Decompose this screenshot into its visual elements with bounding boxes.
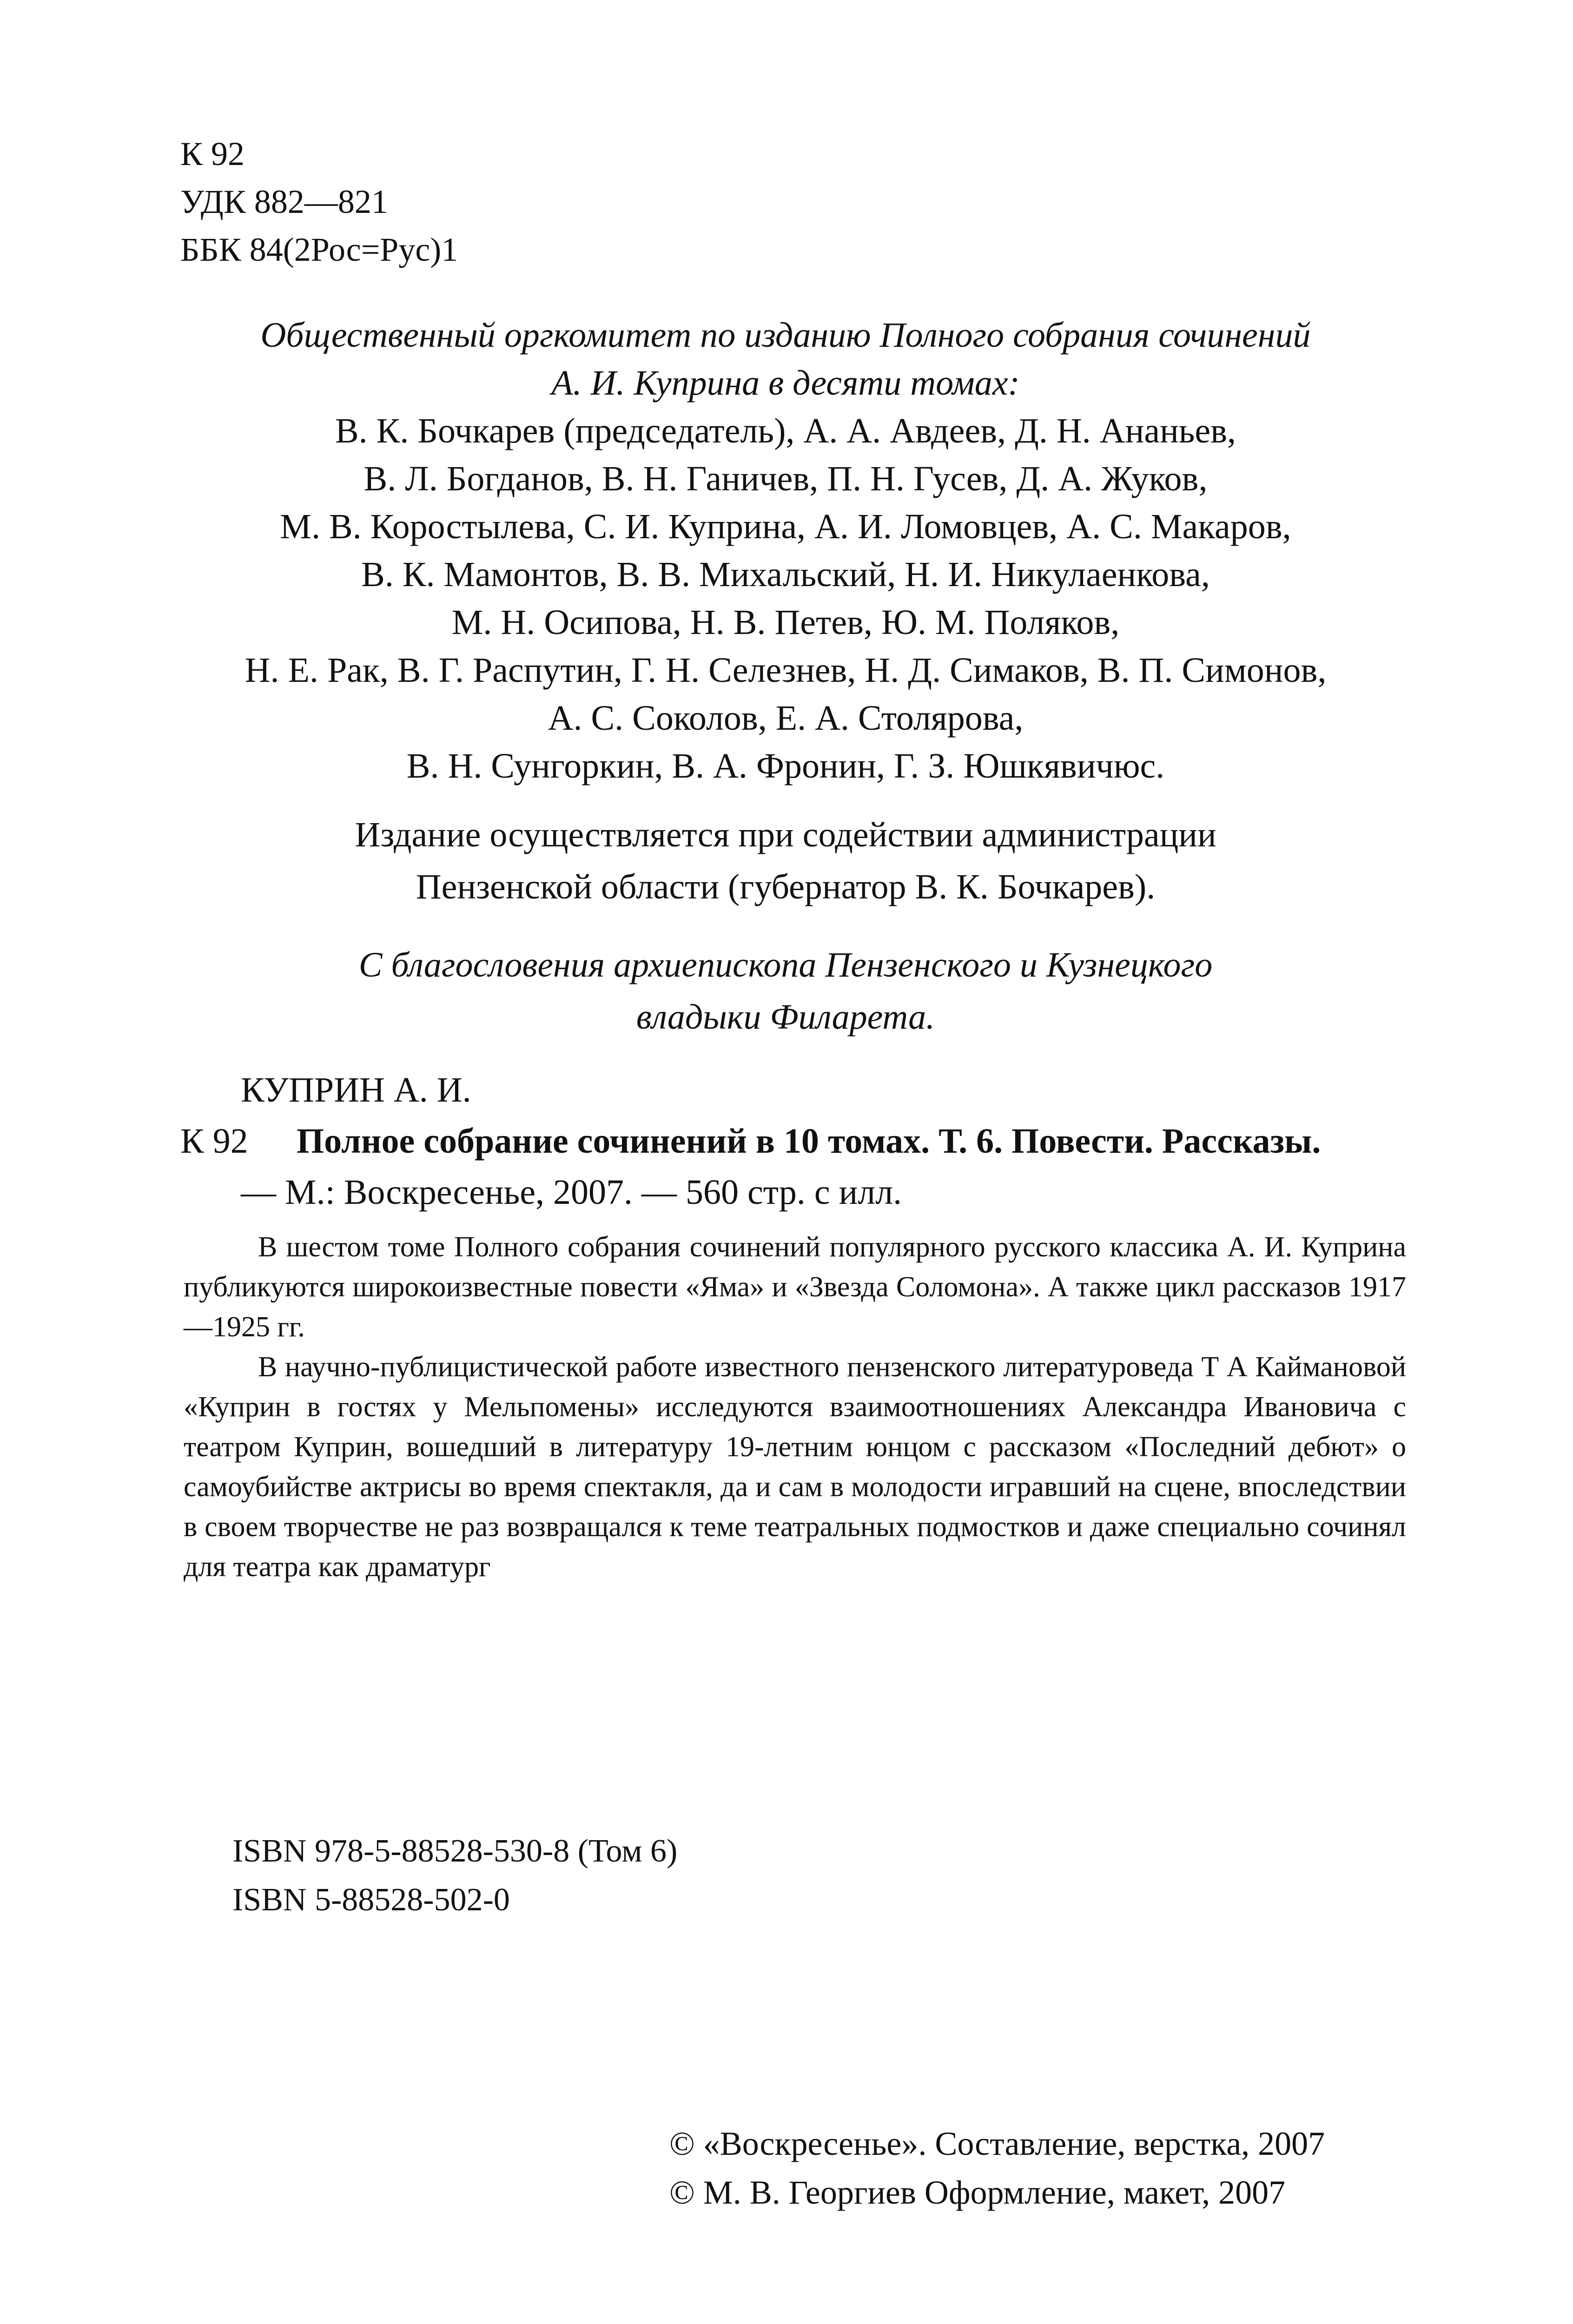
isbn-volume: ISBN 978-5-88528-530-8 (Том 6) (232, 1833, 678, 1869)
isbn-block (232, 1827, 677, 1924)
committee-members-line: М. Н. Осипова, Н. В. Петев, Ю. М. Поляков, (451, 603, 1120, 642)
committee-members-line: В. Л. Богданов, В. Н. Ганичев, П. Н. Гусев, Д. А. Жуков, (364, 459, 1208, 498)
committee-members-line: М. В. Коростылева, С. И. Куприна, А. И. Ломовцев, А. С. Макаров, (280, 507, 1291, 546)
support-line: Издание осуществляется при содействии администрации (355, 815, 1216, 854)
entry-code: К 92 (180, 1122, 248, 1161)
entry-title-line (180, 1116, 1426, 1167)
bibliographic-entry (180, 1064, 1426, 1218)
copyright-designer: © М. В. Георгиев Оформление, макет, 2007 (669, 2174, 1286, 2211)
committee-members-line: В. Н. Сунгоркин, В. А. Фронин, Г. З. Юшкявичюс. (406, 746, 1165, 786)
copyright-publisher: © «Воскресенье». Составление, верстка, 2007 (669, 2125, 1325, 2162)
annotation (184, 1227, 1406, 1587)
annotation-paragraph: В шестом томе Полного собрания сочинений популярного русского классика А. И. Куприна публикуются широкоизвестные повести «Яма» и «Звезда Соломона». А также цикл рассказов 1917—1925 гг. (184, 1231, 1406, 1343)
committee-heading-line: Общественный оргкомитет по изданию Полного собрания сочинений (260, 316, 1311, 355)
support-line: Пензенской области (губернатор В. К. Бочкарев). (416, 867, 1156, 906)
committee-members-line: А. С. Соколов, Е. А. Столярова, (548, 699, 1024, 738)
organizing-committee (177, 311, 1395, 790)
bbk-code: ББК 84(2Рос=Рус)1 (180, 231, 458, 268)
support-note (177, 809, 1395, 913)
isbn-series: ISBN 5-88528-502-0 (232, 1882, 510, 1918)
annotation-paragraph: В научно-публицистической работе известного пензенского литературоведа Т А Каймановой «Куприн в гостях у Мельпомены» исследуются взаимоотношениях Александра Ивановича с театром Куприн, вошедший в литературу 19-летним юнцом с рассказом «Последний дебют» о самоубийстве актрисы во время спектакля, да и сам в молодости игравший на сцене, впоследствии в своем творчестве не раз возвращался к теме театральных подмостков и даже специально сочинял для театра как драматург (184, 1351, 1406, 1583)
committee-members-line: В. К. Мамонтов, В. В. Михальский, Н. И. Никулаенкова, (361, 555, 1210, 594)
udk-code: УДК 882—821 (180, 183, 388, 220)
author-mark: К 92 (180, 135, 245, 172)
committee-members-line: Н. Е. Рак, В. Г. Распутин, Г. Н. Селезнев, Н. Д. Симаков, В. П. Симонов, (245, 651, 1327, 690)
blessing-line: С благословения архиепископа Пензенского и Кузнецкого (358, 945, 1213, 984)
committee-members-line: В. К. Бочкарев (председатель), А. А. Авдеев, Д. Н. Ананьев, (335, 411, 1236, 450)
catalog-codes (180, 130, 458, 274)
committee-heading-line: А. И. Куприна в десяти томах: (551, 363, 1020, 403)
blessing-line: владыки Филарета. (636, 997, 935, 1037)
entry-title: Полное собрание сочинений в 10 томах. Т. 6. Повести. Рассказы. (297, 1122, 1321, 1161)
blessing-note (177, 939, 1395, 1043)
copyright-block (669, 2119, 1325, 2217)
entry-imprint: — М.: Воскресенье, 2007. — 560 стр. с илл. (241, 1173, 902, 1212)
entry-author: КУПРИН А. И. (241, 1070, 471, 1109)
